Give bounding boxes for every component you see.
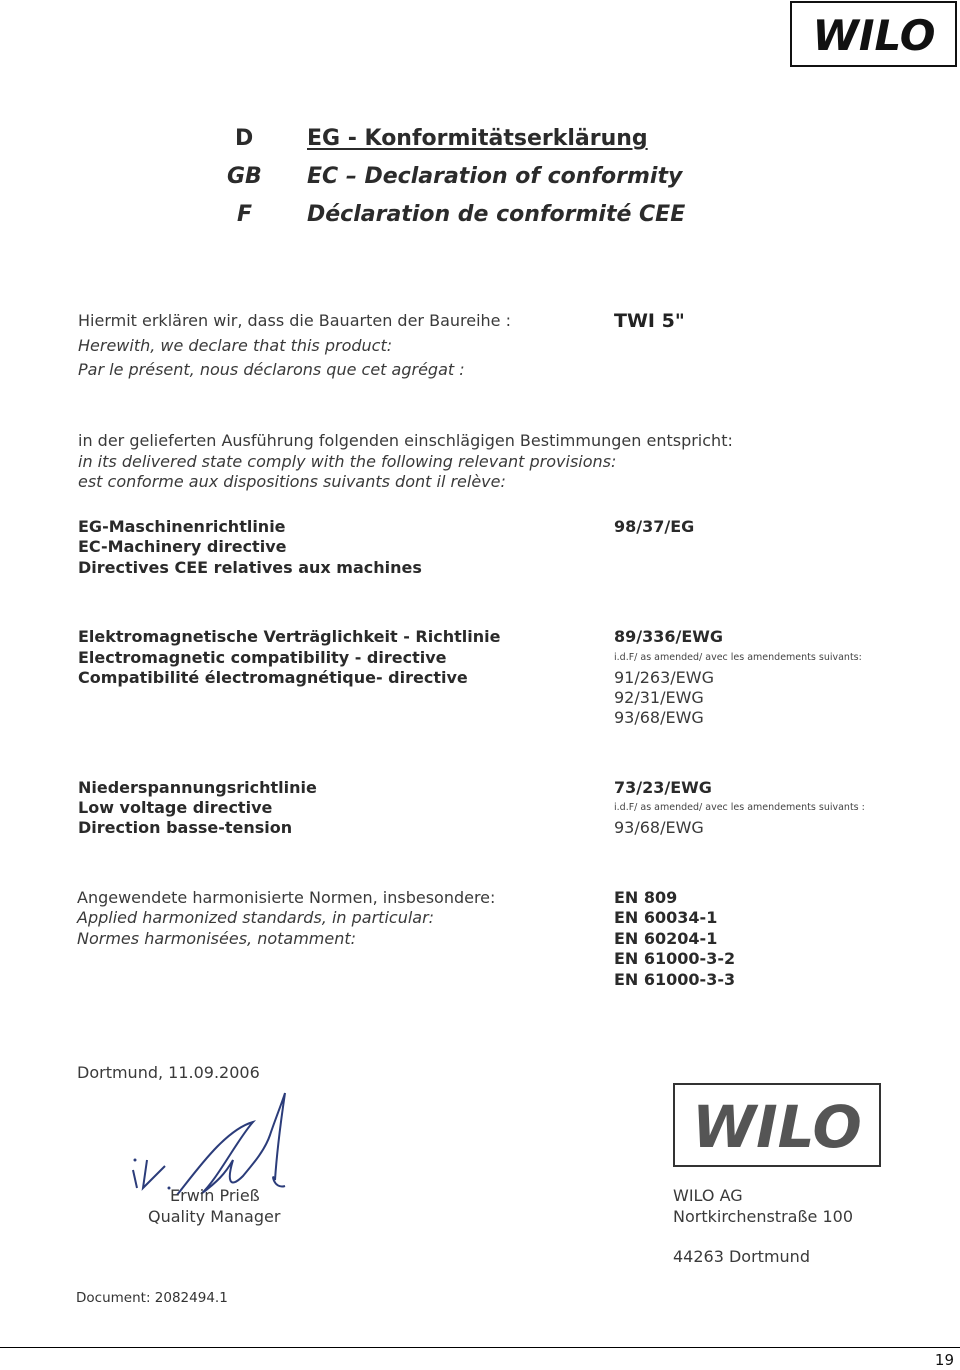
lowvoltage-amendment: 93/68/EWG: [614, 818, 704, 837]
heading-code-gb: GB: [227, 164, 262, 189]
provisions-en: in its delivered state comply with the following relevant provisions:: [78, 452, 617, 471]
document-number: Document: 2082494.1: [76, 1290, 228, 1306]
page-number: 19: [934, 1351, 954, 1369]
machinery-code: 98/37/EG: [614, 517, 695, 536]
provisions-fr: est conforme aux dispositions suivants dont il relève:: [78, 472, 506, 491]
intro-de: Hiermit erklären wir, dass die Bauarten der Baureihe :: [78, 311, 511, 330]
emc-en: Electromagnetic compatibility - directive: [78, 648, 447, 667]
company-street: Nortkirchenstraße 100: [673, 1207, 854, 1226]
company-name: WILO AG: [673, 1186, 743, 1205]
standard-item: EN 60034-1: [614, 908, 718, 927]
emc-de: Elektromagnetische Verträglichkeit - Richtlinie: [78, 627, 501, 646]
signatory-role: Quality Manager: [148, 1207, 281, 1226]
standard-item: EN 61000-3-2: [614, 949, 736, 968]
emc-amendment: 92/31/EWG: [614, 688, 704, 707]
machinery-de: EG-Maschinenrichtlinie: [78, 517, 286, 536]
intro-en: Herewith, we declare that this product:: [78, 336, 393, 355]
place-date: Dortmund, 11.09.2006: [77, 1063, 260, 1082]
provisions-de: in der gelieferten Ausführung folgenden einschlägigen Bestimmungen entspricht:: [78, 431, 733, 450]
wilo-logo-icon: [688, 1095, 866, 1155]
heading-de: EG - Konformitätserklärung: [307, 126, 648, 151]
standards-de: Angewendete harmonisierte Normen, insbesondere:: [77, 888, 496, 907]
standard-item: EN 60204-1: [614, 929, 718, 948]
emc-amended-note: i.d.F/ as amended/ avec les amendements suivants:: [614, 652, 862, 663]
emc-amendment: 93/68/EWG: [614, 708, 704, 727]
svg-text:WILO: WILO: [812, 12, 935, 56]
standards-en: Applied harmonized standards, in particular:: [77, 908, 435, 927]
emc-fr: Compatibilité électromagnétique- directive: [78, 668, 468, 687]
signatory-name: Erwin Prieß: [170, 1186, 260, 1205]
heading-en: EC – Declaration of conformity: [307, 164, 683, 189]
svg-text:WILO: WILO: [692, 1095, 862, 1155]
lowvoltage-code: 73/23/EWG: [614, 778, 712, 797]
machinery-fr: Directives CEE relatives aux machines: [78, 558, 422, 577]
lowvoltage-amended-note: i.d.F/ as amended/ avec les amendements suivants :: [614, 802, 865, 813]
product-name: TWI 5": [614, 310, 685, 332]
standard-item: EN 809: [614, 888, 678, 907]
heading-code-f: F: [237, 202, 253, 227]
company-city: 44263 Dortmund: [673, 1247, 810, 1266]
standard-item: EN 61000-3-3: [614, 970, 736, 989]
heading-fr: Déclaration de conformité CEE: [307, 202, 686, 227]
heading-code-d: D: [235, 126, 254, 151]
lowvoltage-de: Niederspannungsrichtlinie: [78, 778, 317, 797]
lowvoltage-en: Low voltage directive: [78, 798, 273, 817]
lowvoltage-fr: Direction basse-tension: [78, 818, 293, 837]
emc-amendment: 91/263/EWG: [614, 668, 715, 687]
wilo-logo-bottom: [673, 1083, 881, 1167]
emc-code: 89/336/EWG: [614, 627, 724, 646]
wilo-logo-icon: [804, 12, 944, 56]
footer-rule: [0, 1347, 960, 1348]
machinery-en: EC-Machinery directive: [78, 537, 287, 556]
intro-fr: Par le présent, nous déclarons que cet agrégat :: [78, 360, 465, 379]
standards-fr: Normes harmonisées, notamment:: [77, 929, 357, 948]
wilo-logo-top: [790, 1, 957, 67]
